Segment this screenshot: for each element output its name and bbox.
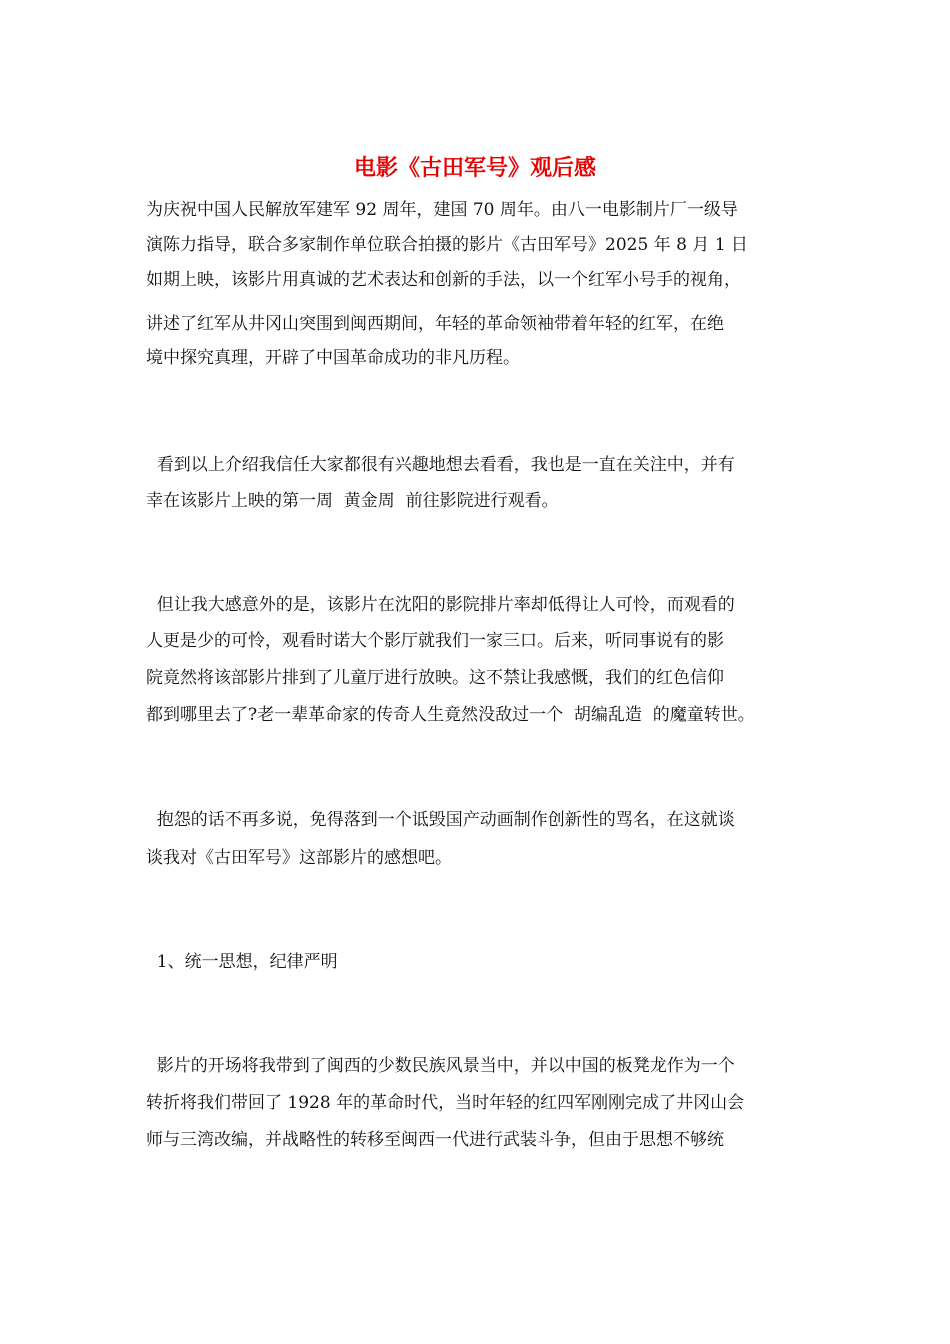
document-title: 电影《古田军号》观后感: [353, 155, 596, 181]
paragraph-3-line-4: 都到哪里去了?老一辈革命家的传奇人生竟然没敌过一个 胡编乱造 的魔童转世。: [146, 705, 755, 725]
paragraph-3-line-1: 但让我大感意外的是，该影片在沈阳的影院排片率却低得让人可怜，而观看的: [146, 595, 735, 615]
section-heading-1: 1、统一思想，纪律严明: [146, 952, 338, 972]
paragraph-1-line-4: 讲述了红军从井冈山突围到闽西期间，年轻的革命领袖带着年轻的红军，在绝: [146, 314, 724, 334]
paragraph-1-line-3: 如期上映，该影片用真诚的艺术表达和创新的手法，以一个红军小号手的视角，: [146, 270, 741, 290]
paragraph-5-line-2: 转折将我们带回了 1928 年的革命时代，当时年轻的红四军刚刚完成了井冈山会: [146, 1093, 745, 1113]
paragraph-3-line-3: 院竟然将该部影片排到了儿童厅进行放映。这不禁让我感慨，我们的红色信仰: [146, 668, 724, 688]
paragraph-3-line-2: 人更是少的可怜，观看时诺大个影厅就我们一家三口。后来，听同事说有的影: [146, 631, 724, 651]
paragraph-1-line-1: 为庆祝中国人民解放军建军 92 周年，建国 70 周年。由八一电影制片厂一级导: [146, 200, 738, 220]
paragraph-1-line-5: 境中探究真理，开辟了中国革命成功的非凡历程。: [146, 348, 520, 368]
paragraph-2-line-2: 幸在该影片上映的第一周 黄金周 前往影院进行观看。: [146, 491, 559, 511]
paragraph-1-line-2: 演陈力指导，联合多家制作单位联合拍摄的影片《古田军号》2025 年 8 月 1 日: [146, 235, 748, 255]
paragraph-4-line-2: 谈我对《古田军号》这部影片的感想吧。: [146, 848, 452, 868]
paragraph-2-line-1: 看到以上介绍我信任大家都很有兴趣地想去看看，我也是一直在关注中，并有: [146, 455, 735, 475]
paragraph-5-line-3: 师与三湾改编，并战略性的转移至闽西一代进行武装斗争，但由于思想不够统: [146, 1130, 724, 1150]
paragraph-4-line-1: 抱怨的话不再多说，免得落到一个诋毁国产动画制作创新性的骂名，在这就谈: [146, 810, 735, 830]
paragraph-5-line-1: 影片的开场将我带到了闽西的少数民族风景当中，并以中国的板凳龙作为一个: [146, 1056, 735, 1076]
